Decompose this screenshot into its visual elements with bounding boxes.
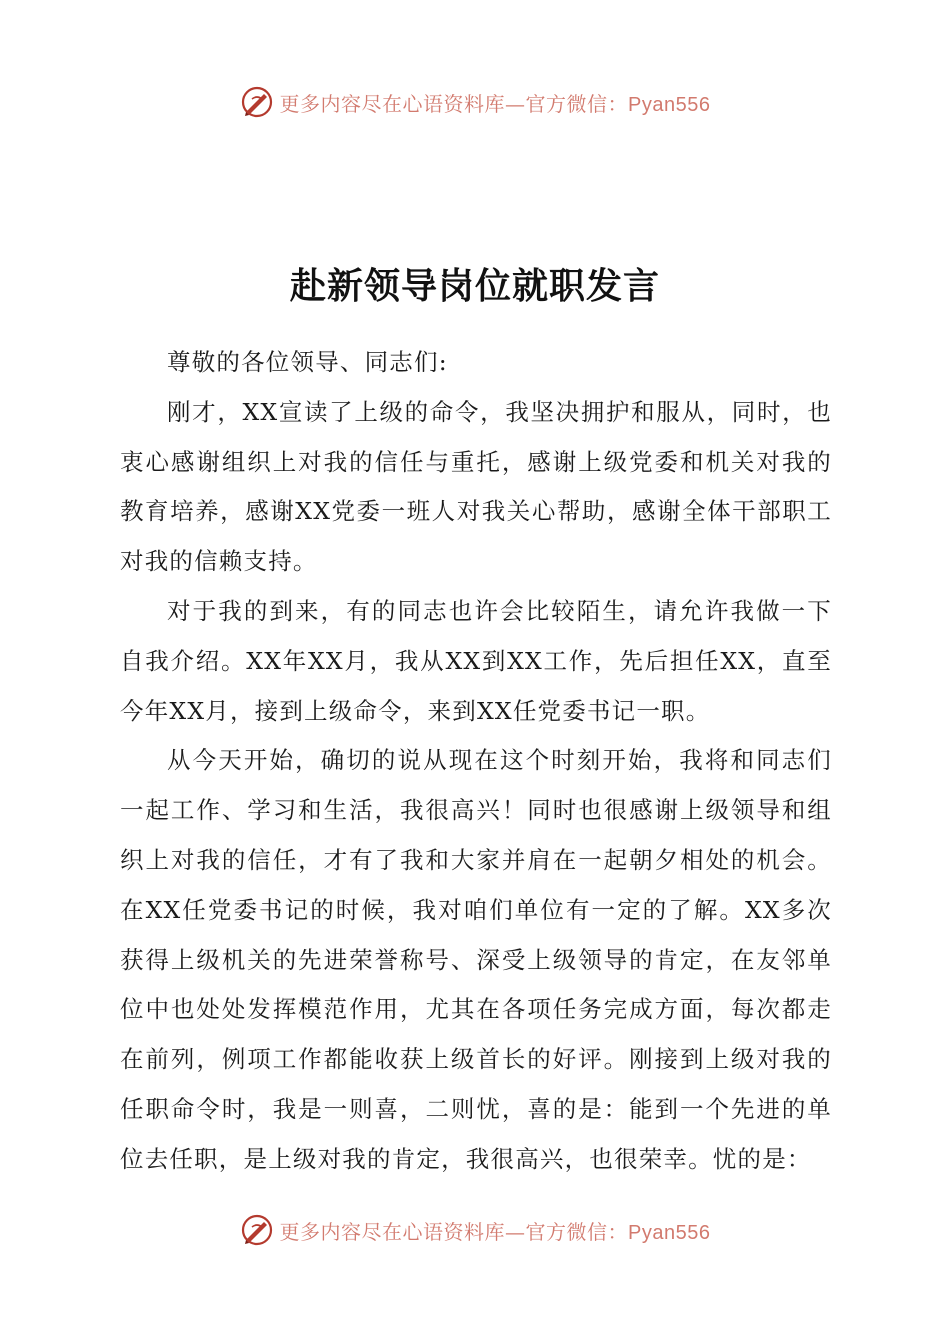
paragraph-2: 对于我的到来，有的同志也许会比较陌生，请允许我做一下自我介绍。XX年XX月，我从XX到XX工作，先后担任XX，直至今年XX月，接到上级命令，来到XX任党委书记一职。	[120, 596, 832, 725]
paragraph-1: 刚才，XX宣读了上级的命令，我坚决拥护和服从，同时，也衷心感谢组织上对我的信任与重托，感谢上级党委和机关对我的教育培养，感谢XX党委一班人对我关心帮助，感谢全体干部职工对我的信赖支持。	[120, 397, 832, 576]
paragraph-3: 从今天开始，确切的说从现在这个时刻开始，我将和同志们一起工作、学习和生活，我很高兴！同时也很感谢上级领导和组织上对我的信任，才有了我和大家并肩在一起朝夕相处的机会。在XX任党委书记的时候，我对咱们单位有一定的了解。XX多次获得上级机关的先进荣誉称号、深受上级领导的肯定，在友邻单位中也处处发挥模范作用，尤其在各项任务完成方面，每次都走在前列，例项工作都能收获上级首长的好评。刚接到上级对我的任职命令时，我是一则喜，二则忧，喜的是：能到一个先进的单位去任职，是上级对我的肯定，我很高兴，也很荣幸。忧的是：	[120, 746, 832, 1173]
document-title: 赴新领导岗位就职发言	[289, 265, 660, 307]
pen-circle-logo-icon	[240, 85, 274, 119]
header-banner-main: 更多内容尽在心语资料库—官方微信：	[279, 91, 629, 116]
footer-banner	[0, 1210, 950, 1250]
header-banner-wechat: Pyan556	[628, 93, 711, 116]
document-body	[120, 338, 832, 1185]
header-banner	[0, 82, 950, 122]
pen-circle-logo-icon	[240, 1213, 274, 1247]
footer-banner-text	[280, 1216, 711, 1245]
greeting: 尊敬的各位领导、同志们:	[167, 348, 448, 376]
header-banner-text	[280, 88, 711, 117]
footer-banner-main: 更多内容尽在心语资料库—官方微信：	[279, 1219, 629, 1244]
footer-banner-wechat: Pyan556	[628, 1221, 711, 1244]
